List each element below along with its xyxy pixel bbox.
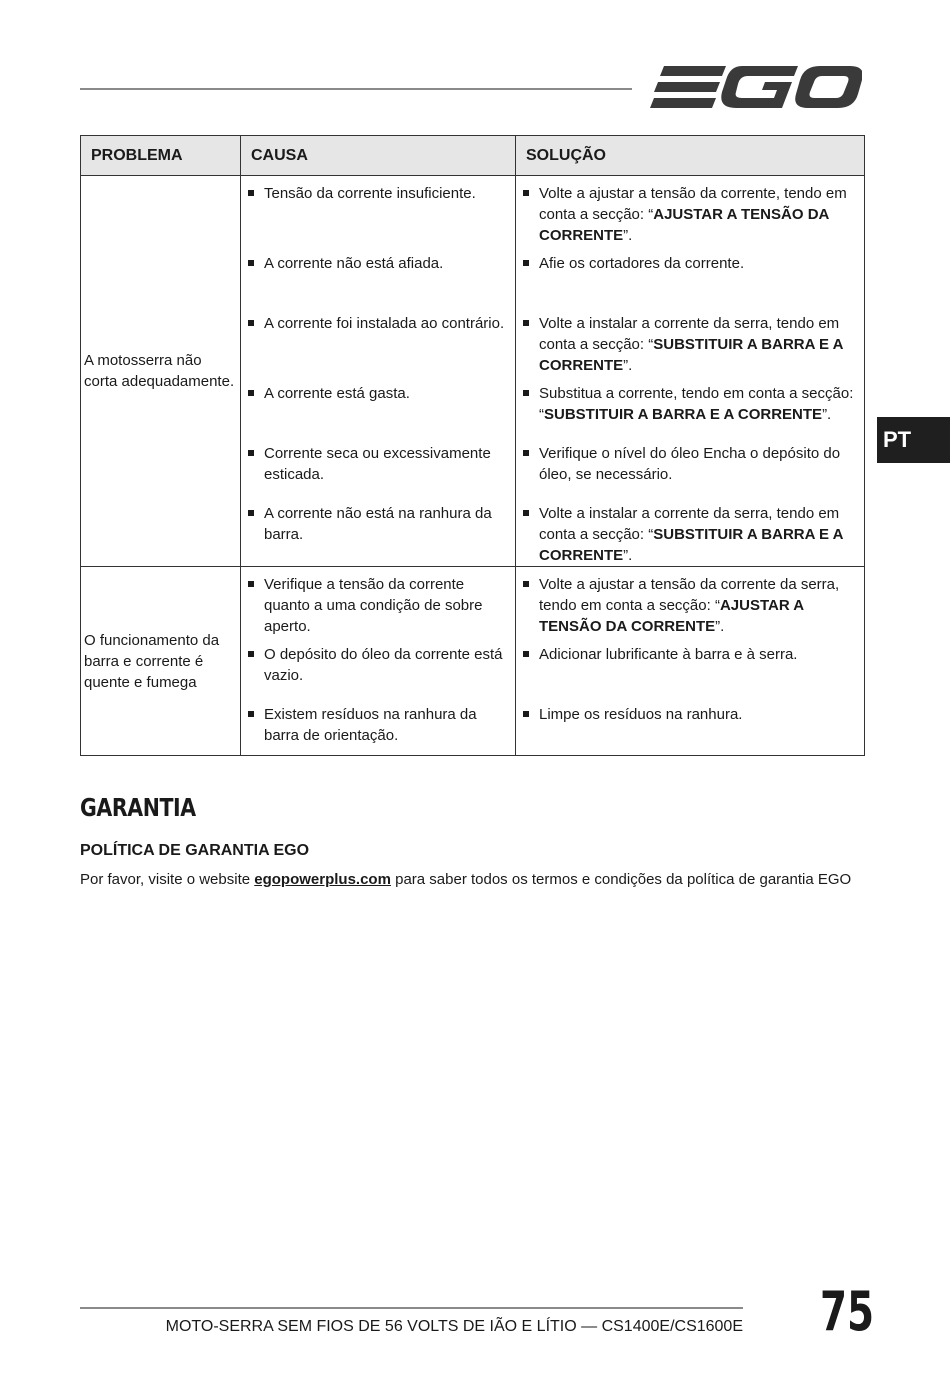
- solution-item: Volte a ajustar a tensão da corrente da serra, tendo em conta a secção: “AJUSTAR A TENSÃO DA CORRENTE”.: [522, 574, 858, 644]
- problem-cell: [81, 176, 241, 567]
- bullet-icon: [248, 581, 254, 587]
- bullet-icon: [248, 260, 254, 266]
- table-row: [81, 176, 865, 567]
- bullet-icon: [523, 190, 529, 196]
- header-problem: PROBLEMA: [81, 136, 241, 176]
- table-header-row: [81, 136, 865, 176]
- bullet-icon: [523, 651, 529, 657]
- policy-text: [80, 871, 880, 888]
- bullet-icon: [248, 711, 254, 717]
- bullet-icon: [523, 510, 529, 516]
- policy-title: POLÍTICA DE GARANTIA EGO: [80, 842, 310, 859]
- solution-item: Substitua a corrente, tendo em conta a secção: “SUBSTITUIR A BARRA E A CORRENTE”.: [522, 383, 858, 443]
- policy-text-post: para saber todos os termos e condições da política de garantia EGO: [390, 871, 852, 888]
- problem-text: O funcionamento da barra e corrente é quente e fumega: [84, 631, 220, 691]
- bullet-icon: [523, 450, 529, 456]
- solution-item: Volte a ajustar a tensão da corrente, tendo em conta a secção: “AJUSTAR A TENSÃO DA CORRENTE”.: [522, 183, 858, 253]
- bullet-icon: [248, 320, 254, 326]
- solution-cell: [516, 567, 865, 756]
- bullet-icon: [523, 711, 529, 717]
- bullet-icon: [248, 190, 254, 196]
- troubleshooting-table: [80, 135, 865, 756]
- cause-cell: [241, 567, 516, 756]
- table-row: [81, 567, 865, 756]
- ego-logo-graphic: [650, 62, 862, 112]
- bullet-icon: [248, 510, 254, 516]
- header-solution: SOLUÇÃO: [516, 136, 865, 176]
- footer-rule: [80, 1307, 743, 1309]
- footer-text: MOTO-SERRA SEM FIOS DE 56 VOLTS DE IÃO E LÍTIO — CS1400E/CS1600E: [165, 1318, 743, 1335]
- solution-cell: [516, 176, 865, 567]
- solution-item: Limpe os resíduos na ranhura.: [522, 704, 858, 754]
- ego-logo: [650, 62, 862, 112]
- bullet-icon: [523, 581, 529, 587]
- website-link[interactable]: egopowerplus.com: [254, 871, 391, 888]
- bullet-icon: [248, 390, 254, 396]
- cause-item: A corrente está gasta.: [247, 383, 509, 443]
- cause-item: O depósito do óleo da corrente está vazio.: [247, 644, 509, 704]
- solution-item: Volte a instalar a corrente da serra, tendo em conta a secção: “SUBSTITUIR A BARRA E A CORRENTE”.: [522, 503, 858, 559]
- cause-cell: [241, 176, 516, 567]
- cause-item: Existem resíduos na ranhura da barra de orientação.: [247, 704, 509, 754]
- cause-item: A corrente foi instalada ao contrário.: [247, 313, 509, 383]
- cause-item: Corrente seca ou excessivamente esticada.: [247, 443, 509, 503]
- header-rule: [80, 88, 632, 90]
- cause-item: Verifique a tensão da corrente quanto a uma condição de sobre aperto.: [247, 574, 509, 644]
- bullet-icon: [523, 390, 529, 396]
- bullet-icon: [523, 260, 529, 266]
- solution-item: Afie os cortadores da corrente.: [522, 253, 858, 313]
- policy-text-pre: Por favor, visite o website: [80, 871, 255, 888]
- header-cause: CAUSA: [241, 136, 516, 176]
- solution-item: Volte a instalar a corrente da serra, tendo em conta a secção: “SUBSTITUIR A BARRA E A CORRENTE”.: [522, 313, 858, 383]
- language-tab-label: PT: [883, 427, 912, 452]
- problem-text: A motosserra não corta adequadamente.: [84, 352, 235, 390]
- problem-cell: [81, 567, 241, 756]
- bullet-icon: [248, 651, 254, 657]
- solution-item: Adicionar lubrificante à barra e à serra.: [522, 644, 858, 704]
- cause-item: Tensão da corrente insuficiente.: [247, 183, 509, 253]
- solution-item: Verifique o nível do óleo Encha o depósito do óleo, se necessário.: [522, 443, 858, 503]
- cause-item: A corrente não está na ranhura da barra.: [247, 503, 509, 559]
- page-number: 75: [820, 1280, 875, 1343]
- cause-item: A corrente não está afiada.: [247, 253, 509, 313]
- warranty-title: GARANTIA: [80, 793, 196, 822]
- bullet-icon: [523, 320, 529, 326]
- bullet-icon: [248, 450, 254, 456]
- language-tab: [877, 417, 950, 463]
